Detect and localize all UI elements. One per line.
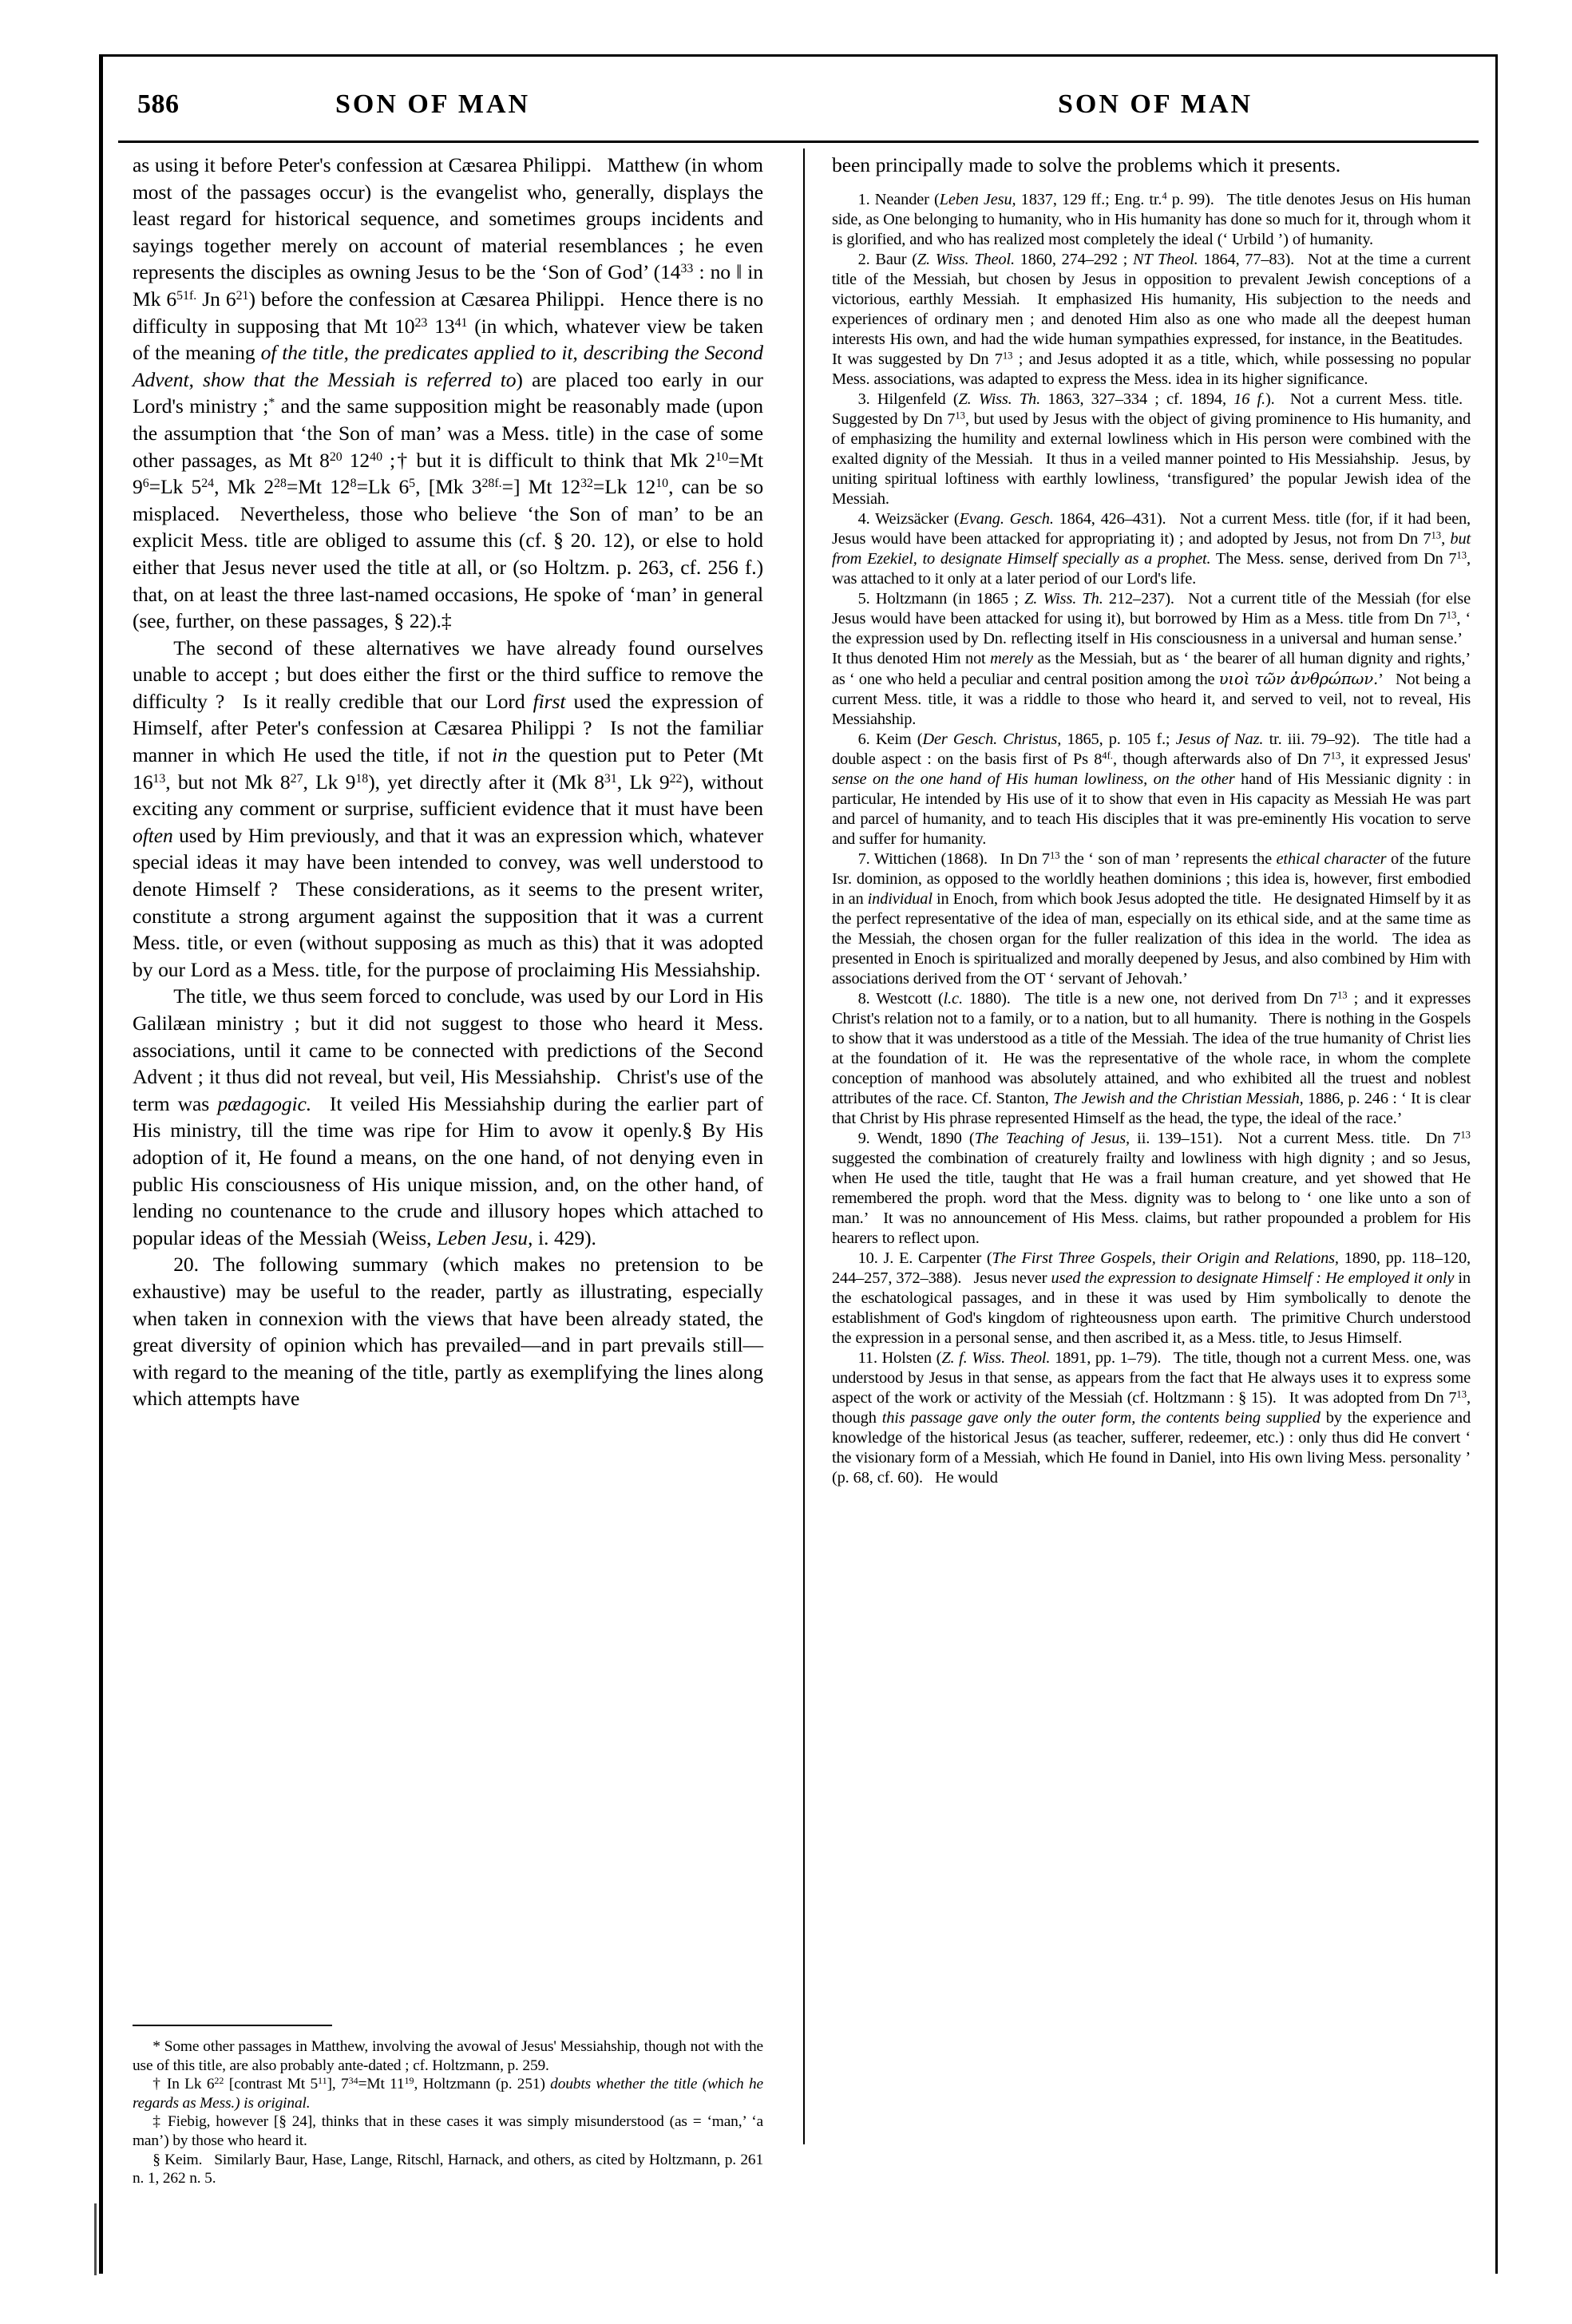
scan-margin-mark xyxy=(94,2203,97,2275)
paragraph: The title, we thus seem forced to conclude, was used by our Lord in His Galilæan ministry ; but it did not suggest to those who heard it Mess. associations, until it came to be connected with predictions of the Second Advent ; it thus did not reveal, but veil, His Messiahship. Christ's use of the term was pædagogic. It veiled His Messiahship during the earlier part of His ministry, till the time was ripe for Him to avow it openly.§ By His adoption of it, He found a means, on the one hand, of not denying even in public His consciousness of His unique mission, and, on the other hand, of lending no countenance to the crude and illusory hopes which attached to popular ideas of the Messiah (Weiss, Leben Jesu, i. 429). xyxy=(133,984,763,1249)
survey-entry: 2. Baur (Z. Wiss. Theol. 1860, 274–292 ; NT Theol. 1864, 77–83). Not at the time a current title of the Messiah, but chosen by Jesus in opposition to prevalent Jewish conceptions of a victorious, earthly Messiah. It emphasized His humanity, His subjection to the needs and experiences of ordinary men ; and denoted Him also as one who made all the deepest human interests His own, and had the wide human sympathies expressed, for instance, in the Beatitudes. It was suggested by Dn $7^{13}$ ; and Jesus adopted it as a title, which, while possessing no popular Mess. associations, was adapted to express the Mess. idea in its higher significance. xyxy=(832,250,1471,388)
survey-entry: 11. Holsten (Z. f. Wiss. Theol. 1891, pp. 1–79). The title, though not a current Mess. one, was understood by Jesus in that sense, as appears from the fact that He always uses it to express some aspect of the work or activity of the Messiah (cf. Holtzmann : § 15). It was adopted from Dn $7^{13}$, though this passage gave only the outer form, the contents being supplied by the experience and knowledge of the historical Jesus (as teacher, sufferer, redeemer, etc.) : only thus did He convert ‘ the visionary form of a Messiah, which He found in Daniel, into His own living Mess. personality ’ (p. 68, cf. 60). He would xyxy=(832,1348,1471,1487)
right-column-opening xyxy=(832,152,1471,179)
paragraph: been principally made to solve the problems which it presents. xyxy=(832,153,1341,176)
footnote-block xyxy=(133,2037,763,2188)
survey-entry: 7. Wittichen (1868). In Dn $7^{13}$ the ‘ son of man ’ represents the ethical character of the future Isr. dominion, as opposed to the worldly heathen dominions ; this idea is, however, first embodied in an individual in Enoch, from which book Jesus adopted the title. He designated Himself by it as the perfect representative of the idea of man, especially on its ethical side, and at the same time as the Messiah, the chosen organ for the fuller realization of this idea in the world. The idea as presented in Enoch is spiritualized and morally deepened by Jesus, and also combined by Him with associations derived from the OT ‘ servant of Jehovah.’ xyxy=(832,849,1471,988)
survey-entry: 1. Neander (Leben Jesu, 1837, 129 ff.; Eng. tr.$^4$ p. 99). The title denotes Jesus on His human side, as One belonging to humanity, who in His humanity has done so much for it, through whom it is glorified, and who has realized most completely the ideal (‘ Urbild ’) of humanity. xyxy=(832,190,1471,248)
paragraph: as using it before Peter's confession at Cæsarea Philippi. Matthew (in whom most of the passages occur) is the evangelist who, generally, displays the least regard for historical sequence, and sometimes groups incidents and sayings together merely on account of material resemblances ; he even represents the disciples as owning Jesus to be the ‘Son of God’ ($14^{33}$ : no ‖ in Mk $6^{51f.}$ Jn $6^{21}$) before the confession at Cæsarea Philippi. Hence there is no difficulty in supposing that Mt $10^{23}$ $13^{41}$ (in which, whatever view be taken of the meaning of the title, the predicates applied to it, describing the Second Advent, show that the Messiah is referred to) are placed too early in our Lord's ministry ;* and the same supposition might be reasonably made (upon the assumption that ‘the Son of man’ was a Mess. title) in the case of some other passages, as Mt $8^{20}$ $12^{40}$ ;† but it is difficult to think that Mk $2^{10}=Mt$ $9^6=Lk$ $5^{24}$, Mk $2^{28}=Mt$ $12^8=Lk$ $6^5$, [Mk $3^{28f.}=$] Mt $12^{32}=Lk$ $12^{10}$, can be so misplaced. Nevertheless, those who believe ‘the Son of man’ to be an explicit Mess. title are obliged to assume this (cf. § 20. 12), or else to hold either that Jesus never used the title at all, or (so Holtzm. p. 263, cf. 256 f.) that, on at least the three last-named occasions, He spoke of ‘man’ in general (see, further, on these passages, § 22).‡ xyxy=(133,153,764,633)
footnote-separator-rule xyxy=(133,2025,332,2026)
paragraph: The second of these alternatives we have already found ourselves unable to accept ; but does either the first or the third suffice to remove the difficulty ? Is it really credible that our Lord first used the expression of Himself, after Peter's confession at Cæsarea Philippi ? Is not the familiar manner in which He used the title, if not in the question put to Peter (Mt $16^{13}$, but not Mk $8^{27}$, Lk $9^{18}$), yet directly after it (Mk $8^{31}$, Lk $9^{22}$), without exciting any comment or surprise, sufficient evidence that it must have been often used by Him previously, and that it was an expression which, whatever special ideas it may have been intended to convey, was well understood to denote Himself ? These considerations, as it seems to the present writer, constitute a strong argument against the supposition that it was a current Mess. title, or even (without supposing as much as this) that it was adopted by our Lord as a Mess. title, for the purpose of proclaiming His Messiahship. xyxy=(133,635,764,981)
header-rule xyxy=(118,141,1479,143)
footnote: § Keim. Similarly Baur, Hase, Lange, Ritschl, Harnack, and others, as cited by Holtzmann, p. 261 n. 1, 262 n. 5. xyxy=(133,2151,763,2187)
paragraph: 20. The following summary (which makes no pretension to be exhaustive) may be useful to the reader, partly as illustrating, especially when taken in connexion with the views that have been already stated, the great diversity of opinion which has prevailed—and in part prevails still—with regard to the meaning of the title, partly as exemplifying the lines along which attempts have xyxy=(133,1253,763,1411)
survey-entry: 10. J. E. Carpenter (The First Three Gospels, their Origin and Relations, 1890, pp. 118–120, 244–257, 372–388). Jesus never used the expression to designate Himself : He employed it only in the eschatological passages, and in these it was used by Him symbolically to denote the establishment of God's kingdom of righteousness upon earth. The primitive Church understood the expression in a personal sense, and then ascribed it, as a Mess. title, to Jesus Himself. xyxy=(832,1249,1471,1347)
running-head-right: SON OF MAN xyxy=(1058,89,1253,119)
survey-of-opinions-list xyxy=(832,190,1471,1488)
survey-entry: 3. Hilgenfeld (Z. Wiss. Th. 1863, 327–334 ; cf. 1894, 16 f.). Not a current Mess. title. Suggested by Dn $7^{13}$, but used by Jesus with the object of giving prominence to His humanity, and of emphasizing the humility and external lowliness which in His person were combined with the exalted dignity of the Messiah. It thus in a veiled manner pointed to His Messiahship. Jesus, by uniting spiritual loftiness with earthly lowliness, ‘transfigured’ the popular Jewish idea of the Messiah. xyxy=(832,390,1471,508)
survey-entry: 5. Holtzmann (in 1865 ; Z. Wiss. Th. 212–237). Not a current title of the Messiah (for else Jesus would have been attacked for using it), but borrowed by Him as a Mess. title from Dn $7^{13}$, ‘ the expression used by Dn. reflecting itself in His consciousness in a universal and human sense.’ It thus denoted Him not merely as the Messiah, but as ‘ the bearer of all human dignity and rights,’ as ‘ one who held a peculiar and central position among the υιοὶ τῶν ἀνθρώπων.’ Not being a current Mess. title, it was a riddle to those who heard it, and served to veil, not to reveal, His Messiahship. xyxy=(832,589,1471,728)
running-head xyxy=(120,89,1477,134)
footnote: ‡ Fiebig, however [§ 24], thinks that in these cases it was simply misunderstood (as = ‘man,’ ‘a man’) by those who heard it. xyxy=(133,2113,763,2149)
left-text-column xyxy=(133,152,763,1412)
survey-entry: 9. Wendt, 1890 (The Teaching of Jesus, ii. 139–151). Not a current Mess. title. Dn $7^{13}$ suggested the combination of creaturely frailty and lowliness with high dignity ; and so Jesus, when He used the title, taught that He was a frail human creature, and yet showed that He remembered the proph. word that the Mess. dignity was to belong to ‘ one like unto a son of man.’ It was no announcement of His Mess. claims, but rather propounded a problem for His hearers to reflect upon. xyxy=(832,1129,1471,1247)
footnote: † In Lk $6^{22}$ [contrast Mt $5^{11}$], $7^{34}=Mt$ $11^{19}$, Holtzmann (p. 251) doubts whether the title (which he regards as Mess.) is original. xyxy=(133,2074,764,2112)
survey-entry: 4. Weizsäcker (Evang. Gesch. 1864, 426–431). Not a current Mess. title (for, if it had been, Jesus would have been attacked for appropriating it) ; and adopted by Jesus, not from Dn $7^{13}$, but from Ezekiel, to designate Himself specially as a prophet. The Mess. sense, derived from Dn $7^{13}$, was attached to it only at a later period of our Lord's life. xyxy=(832,509,1471,588)
survey-entry: 8. Westcott (l.c. 1880). The title is a new one, not derived from Dn $7^{13}$ ; and it expresses Christ's relation not to a family, or to a nation, but to all humanity. There is nothing in the Gospels to show that it was understood as a title of the Messiah. The idea of the true humanity of Christ lies at the foundation of it. He was the representative of the whole race, in whom the complete conception of manhood was absolutely attained, and who exhibited all the truest and noblest attributes of the race. Cf. Stanton, The Jewish and the Christian Messiah, 1886, p. 246 : ‘ It is clear that Christ by His phrase represented Himself as the head, the type, the ideal of the race.’ xyxy=(832,989,1471,1127)
footnote: * Some other passages in Matthew, involving the avowal of Jesus' Messiahship, though not with the use of this title, are also probably ante-dated ; cf. Holtzmann, p. 259. xyxy=(133,2038,763,2074)
page-number: 586 xyxy=(137,89,180,119)
right-text-column xyxy=(832,152,1471,1488)
column-divider-rule xyxy=(803,148,805,2144)
survey-entry: 6. Keim (Der Gesch. Christus, 1865, p. 105 f.; Jesus of Naz. tr. iii. 79–92). The title had a double aspect : on the basis first of Ps $8^{4f.}$, though afterwards also of Dn $7^{13}$, it expressed Jesus' sense on the one hand of His human lowliness, on the other hand of His Messianic dignity : in particular, He intended by His use of it to show that even in His capacity as Messiah He was part and parcel of humanity, and to teach His disciples that it was pre-eminently His vocation to serve and suffer for humanity. xyxy=(832,730,1471,848)
running-head-left: SON OF MAN xyxy=(335,89,531,119)
